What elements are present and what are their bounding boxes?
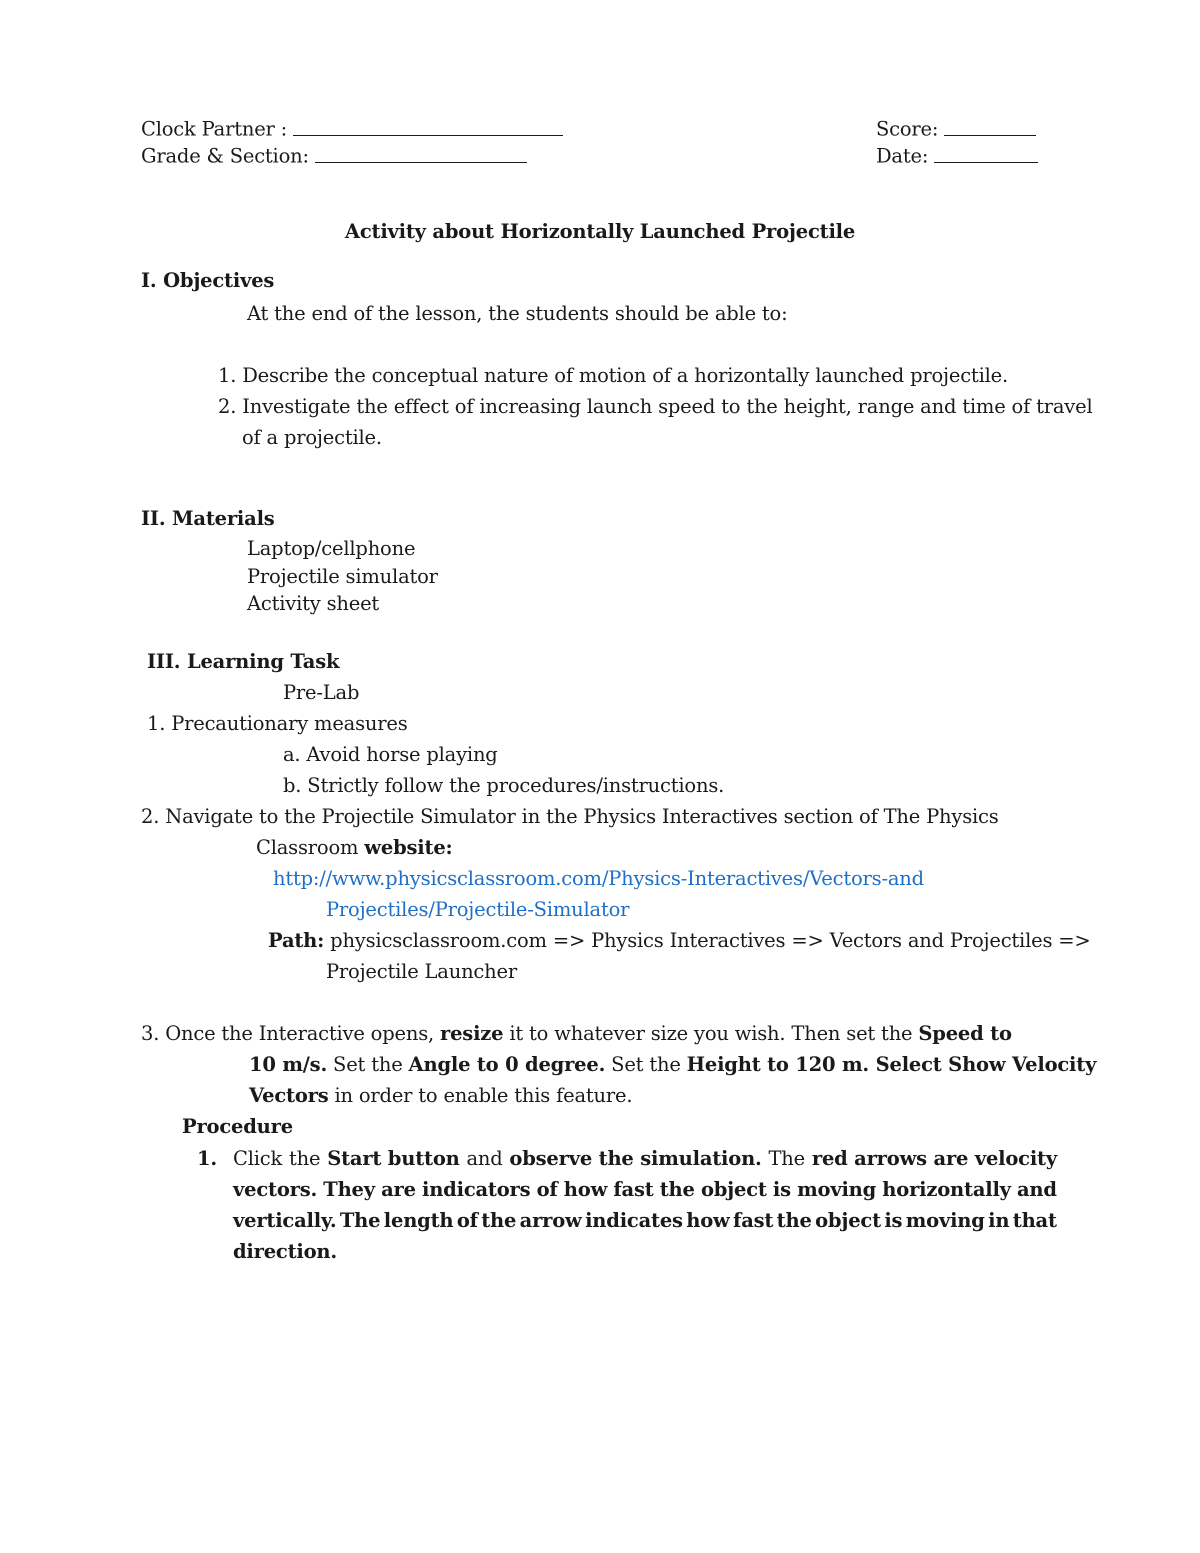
procedure-word: in	[988, 1209, 1010, 1232]
procedure-line-2	[233, 1180, 1057, 1200]
step3-resize: resize	[440, 1022, 504, 1045]
procedure-word: The	[768, 1147, 806, 1170]
procedure-word: The	[339, 1209, 381, 1232]
path-line	[268, 931, 1091, 951]
step3-text: Set the	[327, 1053, 409, 1076]
procedure-heading: Procedure	[182, 1115, 293, 1138]
procedure-word: fast	[733, 1209, 774, 1232]
procedure-line-4: direction.	[233, 1240, 337, 1263]
procedure-word: vectors.	[233, 1178, 318, 1201]
learning-task-heading: III. Learning Task	[147, 650, 340, 673]
procedure-word: vertically.	[233, 1209, 337, 1232]
procedure-word: moving	[797, 1178, 877, 1201]
step3-line1	[141, 1024, 1012, 1044]
simulator-url-link[interactable]: http://www.physicsclassroom.com/Physics-Interactives/Vectors-and	[273, 867, 924, 890]
procedure-word: how	[563, 1178, 608, 1201]
step2-line2	[256, 838, 453, 858]
objective-item-2: 2. Investigate the effect of increasing launch speed to the height, range and time of travel	[218, 395, 1093, 418]
path-text: physicsclassroom.com => Physics Interactives => Vectors and Projectiles =>	[324, 929, 1091, 952]
objective-item-1: 1. Describe the conceptual nature of motion of a horizontally launched projectile.	[218, 364, 1008, 387]
procedure-word: moving	[905, 1209, 985, 1232]
step3-speed: Speed to	[918, 1022, 1012, 1045]
procedure-word: red arrows are velocity	[811, 1147, 1057, 1170]
score-label: Score:	[876, 117, 939, 141]
procedure-word: how	[686, 1209, 730, 1232]
grade-section-label: Grade & Section:	[141, 144, 309, 168]
prelab-label: Pre-Lab	[283, 681, 360, 704]
grade-section-blank[interactable]	[315, 143, 527, 163]
clock-partner-blank[interactable]	[293, 116, 563, 136]
precaution-item-b: b. Strictly follow the procedures/instructions.	[283, 774, 725, 797]
step3-text: Set the	[605, 1053, 687, 1076]
page-title: Activity about Horizontally Launched Projectile	[344, 220, 856, 243]
procedure-word: object	[815, 1209, 881, 1232]
step3-angle: Angle to 0 degree.	[408, 1053, 606, 1076]
procedure-word: that	[1012, 1209, 1057, 1232]
step3-line3	[249, 1086, 632, 1106]
step3-text: in order to enable this feature.	[328, 1084, 633, 1107]
procedure-word: arrow	[519, 1209, 582, 1232]
procedure-word: of	[456, 1209, 478, 1232]
procedure-line-1	[233, 1149, 1057, 1169]
objectives-intro: At the end of the lesson, the students should be able to:	[247, 302, 788, 325]
precaution-heading: 1. Precautionary measures	[147, 712, 408, 735]
procedure-word: and	[1017, 1178, 1057, 1201]
procedure-word: fast	[613, 1178, 654, 1201]
procedure-word: Click	[233, 1147, 283, 1170]
procedure-word: Start button	[327, 1147, 460, 1170]
procedure-word: horizontally	[882, 1178, 1011, 1201]
step3-text: 3. Once the Interactive opens,	[141, 1022, 441, 1045]
path-label: Path:	[268, 929, 325, 952]
grade-section-field	[141, 143, 527, 166]
procedure-word: the	[289, 1147, 321, 1170]
step2-line1: 2. Navigate to the Projectile Simulator in the Physics Interactives section of The Physics	[141, 805, 999, 828]
step3-text: it to whatever size you wish. Then set the	[503, 1022, 919, 1045]
procedure-word: the	[659, 1178, 695, 1201]
procedure-word: indicates	[585, 1209, 683, 1232]
clock-partner-label: Clock Partner :	[141, 117, 288, 141]
procedure-word: of	[536, 1178, 558, 1201]
material-item-3: Activity sheet	[247, 592, 380, 615]
objective-item-2-cont: of a projectile.	[242, 426, 382, 449]
step2-website-label: website:	[364, 836, 453, 859]
procedure-word: indicators	[422, 1178, 531, 1201]
procedure-word: are	[381, 1178, 416, 1201]
step3-vectors: Vectors	[249, 1084, 329, 1107]
material-item-2: Projectile simulator	[247, 565, 438, 588]
date-label: Date:	[876, 144, 929, 168]
procedure-word: is	[772, 1178, 791, 1201]
score-blank[interactable]	[944, 116, 1036, 136]
procedure-word: observe the simulation.	[509, 1147, 762, 1170]
path-line-cont: Projectile Launcher	[326, 960, 517, 983]
objectives-heading: I. Objectives	[141, 269, 275, 292]
procedure-word: They	[323, 1178, 375, 1201]
precaution-item-a: a. Avoid horse playing	[283, 743, 498, 766]
clock-partner-field	[141, 116, 563, 139]
material-item-1: Laptop/cellphone	[247, 537, 416, 560]
score-field	[876, 116, 1036, 139]
procedure-word: length	[383, 1209, 454, 1232]
procedure-word: the	[776, 1209, 812, 1232]
procedure-word: is	[884, 1209, 903, 1232]
step3-speed-value: 10 m/s.	[249, 1053, 328, 1076]
materials-heading: II. Materials	[141, 507, 275, 530]
step2-classroom-text: Classroom	[256, 836, 365, 859]
date-blank[interactable]	[934, 143, 1038, 163]
procedure-word: and	[466, 1147, 503, 1170]
procedure-word: the	[481, 1209, 517, 1232]
step3-line2	[249, 1055, 1096, 1075]
procedure-number: 1.	[197, 1147, 217, 1170]
date-field	[876, 143, 1038, 166]
step3-height: Height to 120 m. Select Show Velocity	[686, 1053, 1097, 1076]
procedure-word: object	[700, 1178, 767, 1201]
simulator-url-link-cont[interactable]: Projectiles/Projectile-Simulator	[326, 898, 630, 921]
procedure-line-3	[233, 1211, 1057, 1231]
